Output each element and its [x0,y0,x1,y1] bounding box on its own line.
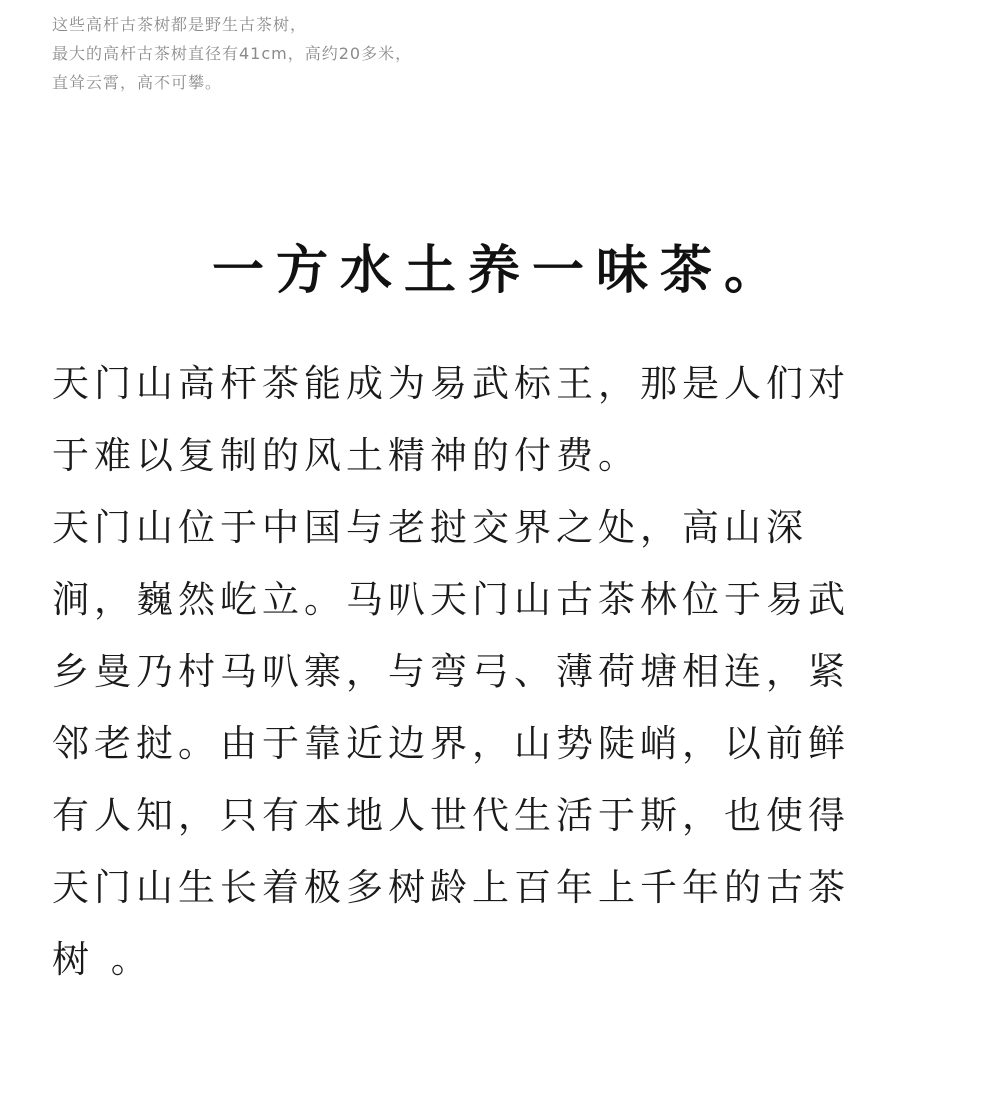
body-paragraph [52,348,952,996]
caption-line: 最大的高杆古茶树直径有41cm，高约20多米， [52,44,413,63]
body-line: 涧，巍然屹立。马叭天门山古茶林位于易武 [52,578,850,621]
body-line: 天门山高杆茶能成为易武标王，那是人们对 [52,362,850,405]
caption-line: 这些高杆古茶树都是野生古茶树， [52,15,308,34]
section-heading: 一方水土养一味茶。 [211,240,788,301]
body-line: 有人知，只有本地人世代生活于斯，也使得 [52,794,850,837]
body-line: 于难以复制的风土精神的付费。 [52,434,640,477]
body-line: 乡曼乃村马叭寨，与弯弓、薄荷塘相连，紧 [52,650,850,693]
body-line: 天门山生长着极多树龄上百年上千年的古茶 [52,866,850,909]
caption-line: 直耸云霄，高不可攀。 [52,73,223,92]
body-line: 邻老挝。由于靠近边界，山势陡峭，以前鲜 [52,722,850,765]
body-line: 天门山位于中国与老挝交界之处，高山深 [52,506,808,549]
photo-caption [52,10,952,97]
body-line: 树 。 [52,938,153,981]
